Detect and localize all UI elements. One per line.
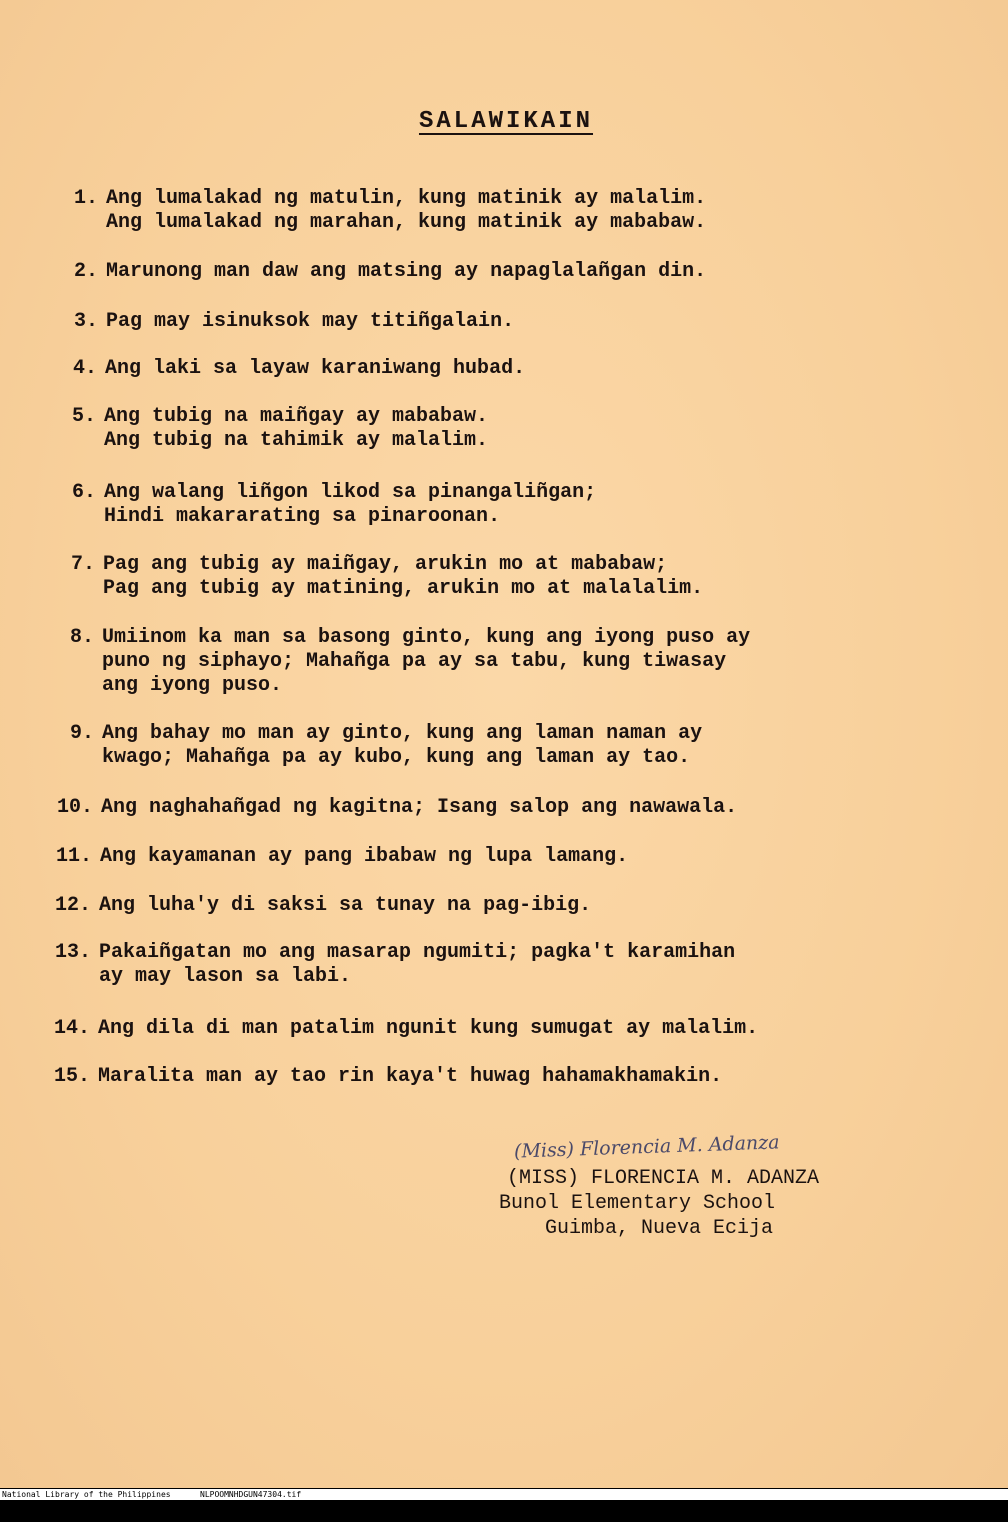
proverb-number: 7. xyxy=(70,553,95,576)
signatory-school: Bunol Elementary School xyxy=(499,1192,776,1215)
proverb-number: 13. xyxy=(54,941,91,964)
proverb-text: Ang lumalakad ng matulin, kung matinik ay malalim. Ang lumalakad ng marahan, kung matinik ay mababaw. xyxy=(106,187,707,234)
proverb-number: 15. xyxy=(53,1065,90,1088)
proverb-text: Pakaiñgatan mo ang masarap ngumiti; pagka't karamihan ay may lason sa labi. xyxy=(99,941,736,988)
signatory-name: (MISS) FLORENCIA M. ADANZA xyxy=(507,1167,820,1190)
proverb-number: 4. xyxy=(72,357,97,380)
proverb-number: 11. xyxy=(55,845,92,868)
proverb-number: 12. xyxy=(54,894,91,917)
proverb-text: Ang dila di man patalim ngunit kung sumugat ay malalim. xyxy=(98,1017,759,1040)
handwritten-signature: (Miss) Florencia M. Adanza xyxy=(513,1131,780,1163)
proverb-number: 2. xyxy=(73,260,98,283)
signatory-location: Guimba, Nueva Ecija xyxy=(545,1217,774,1240)
proverb-text: Ang tubig na maiñgay ay mababaw. Ang tubig na tahimik ay malalim. xyxy=(104,405,489,452)
proverb-text: Pag may isinuksok may titiñgalain. xyxy=(106,310,515,333)
proverb-text: Ang walang liñgon likod sa pinangaliñgan; Hindi makararating sa pinaroonan. xyxy=(104,481,597,528)
page-title: SALAWIKAIN xyxy=(418,108,594,135)
proverb-text: Ang luha'y di saksi sa tunay na pag-ibig. xyxy=(99,894,592,917)
proverb-text: Pag ang tubig ay maiñgay, arukin mo at mababaw; Pag ang tubig ay matining, arukin mo at malalalim. xyxy=(103,553,704,600)
file-name: NLPOOMNHDGUN47304.tif xyxy=(200,1490,302,1499)
proverb-text: Ang naghahañgad ng kagitna; Isang salop ang nawawala. xyxy=(101,796,738,819)
proverb-text: Maralita man ay tao rin kaya't huwag hahamakhamakin. xyxy=(98,1065,723,1088)
proverb-text: Ang kayamanan ay pang ibabaw ng lupa lamang. xyxy=(100,845,629,868)
scan-footer xyxy=(0,1489,1008,1500)
proverb-text: Ang laki sa layaw karaniwang hubad. xyxy=(105,357,526,380)
proverb-text: Marunong man daw ang matsing ay napaglalañgan din. xyxy=(106,260,707,283)
library-label: National Library of the Philippines xyxy=(2,1490,171,1499)
proverb-number: 9. xyxy=(69,722,94,745)
proverb-number: 8. xyxy=(69,626,94,649)
proverb-text: Ang bahay mo man ay ginto, kung ang laman naman ay kwago; Mahañga pa ay kubo, kung ang laman ay tao. xyxy=(102,722,703,769)
proverb-number: 1. xyxy=(73,187,98,210)
proverb-number: 5. xyxy=(71,405,96,428)
proverb-number: 3. xyxy=(73,310,98,333)
proverb-number: 10. xyxy=(56,796,93,819)
proverb-number: 14. xyxy=(53,1017,90,1040)
proverb-text: Umiinom ka man sa basong ginto, kung ang iyong puso ay puno ng siphayo; Mahañga pa ay sa tabu, kung tiwasay ang iyong puso. xyxy=(102,626,751,697)
proverb-number: 6. xyxy=(71,481,96,504)
